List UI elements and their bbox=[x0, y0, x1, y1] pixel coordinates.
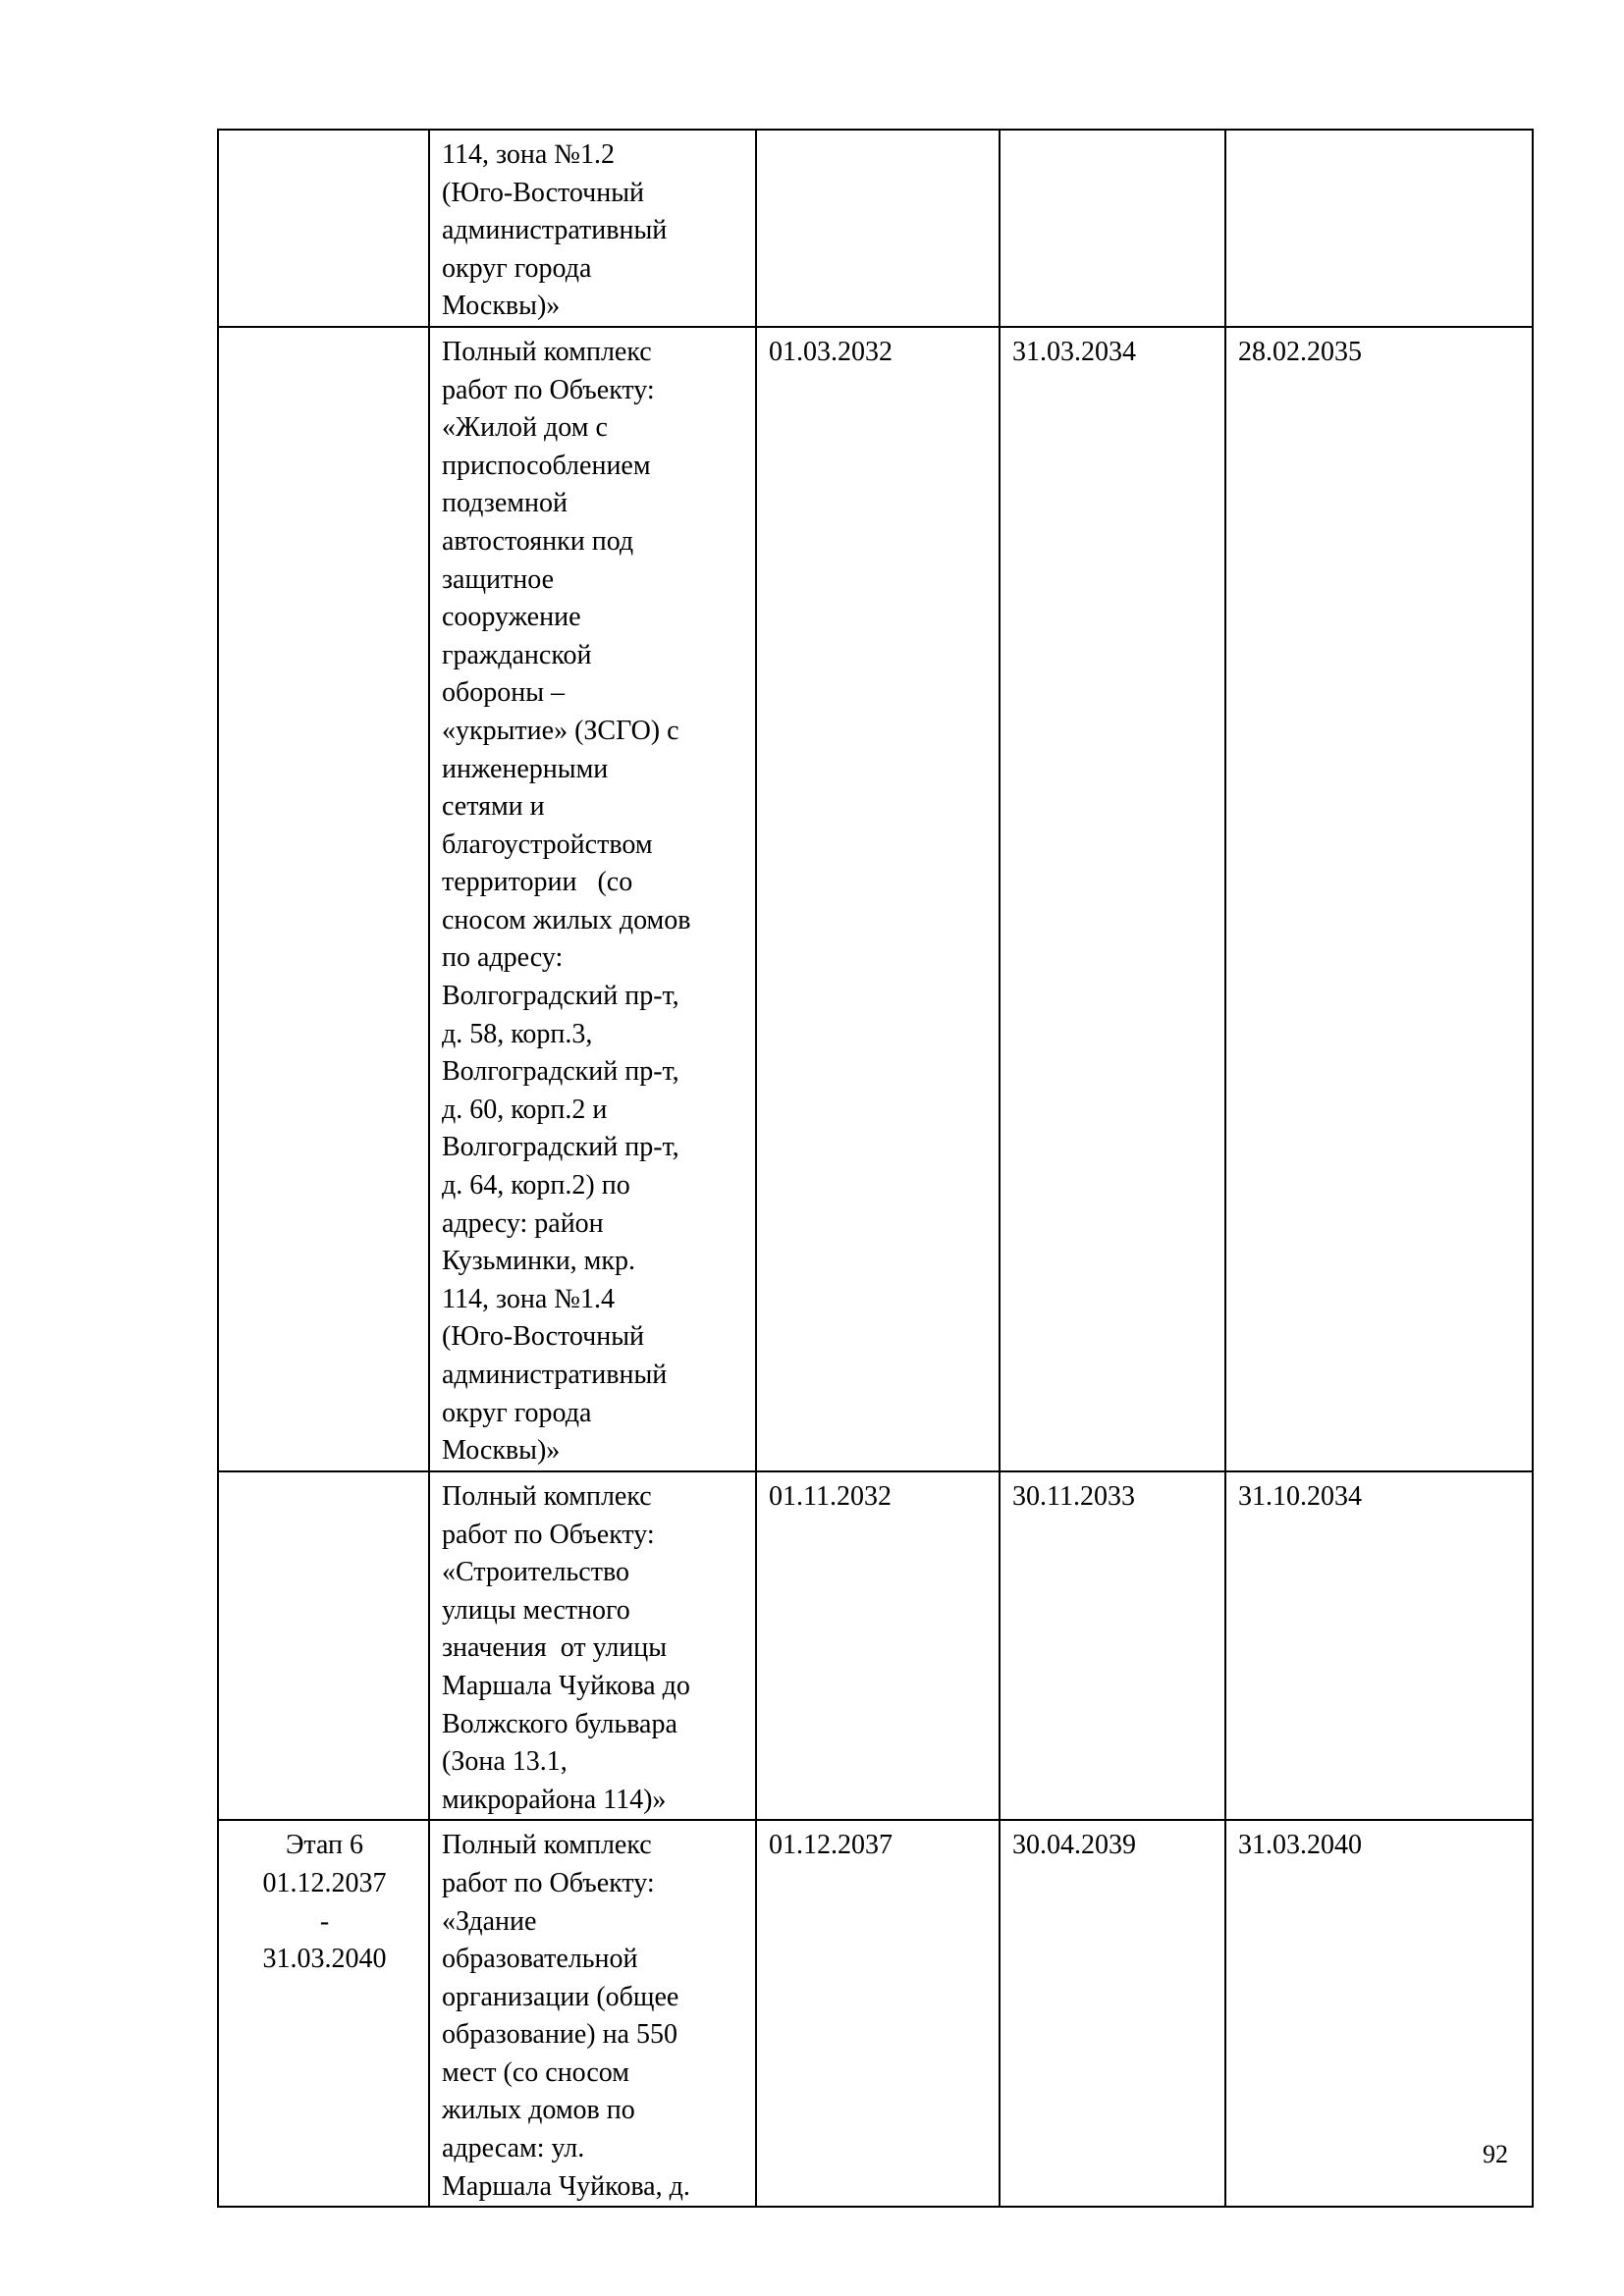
table-row bbox=[218, 130, 1533, 327]
start-date-cell: 01.12.2037 bbox=[756, 1820, 1000, 2207]
table-row bbox=[218, 1820, 1533, 2207]
work-description-cell: Полный комплекс работ по Объекту: «Жилой дом с приспособлением подземной автостоянки под защитное сооружение гражданской обороны – «укрытие» (ЗСГО) с инженерными сетями и благоустройством территории (со сносом жилых домов по адресу: Волгоградский пр-т, д. 58, корп.3, Волгоградский пр-т, д. 60, корп.2 и Волгоградский пр-т, д. 64, корп.2) по адресу: район Кузьминки, мкр. 114, зона №1.4 (Юго-Восточный административный округ города Москвы)» bbox=[429, 327, 756, 1471]
end-date-cell: 31.03.2034 bbox=[1000, 327, 1225, 1471]
end-date-cell: 30.11.2033 bbox=[1000, 1471, 1225, 1820]
stage-cell bbox=[218, 130, 429, 327]
stage-cell bbox=[218, 1471, 429, 1820]
deadline-date-cell: 31.03.2040 bbox=[1225, 1820, 1533, 2207]
end-date-cell bbox=[1000, 130, 1225, 327]
schedule-table bbox=[217, 129, 1534, 2208]
page-number: 92 bbox=[1483, 2140, 1508, 2168]
work-description-cell: 114, зона №1.2 (Юго-Восточный административный округ города Москвы)» bbox=[429, 130, 756, 327]
stage-cell: Этап 6 01.12.2037 - 31.03.2040 bbox=[218, 1820, 429, 2207]
stage-cell bbox=[218, 327, 429, 1471]
deadline-date-cell: 31.10.2034 bbox=[1225, 1471, 1533, 1820]
start-date-cell: 01.11.2032 bbox=[756, 1471, 1000, 1820]
work-description-cell: Полный комплекс работ по Объекту: «Здание образовательной организации (общее образование) на 550 мест (со сносом жилых домов по адресам: ул. Маршала Чуйкова, д. bbox=[429, 1820, 756, 2207]
start-date-cell bbox=[756, 130, 1000, 327]
table-row bbox=[218, 1471, 1533, 1820]
deadline-date-cell bbox=[1225, 130, 1533, 327]
deadline-date-cell: 28.02.2035 bbox=[1225, 327, 1533, 1471]
table-row bbox=[218, 327, 1533, 1471]
start-date-cell: 01.03.2032 bbox=[756, 327, 1000, 1471]
end-date-cell: 30.04.2039 bbox=[1000, 1820, 1225, 2207]
work-description-cell: Полный комплекс работ по Объекту: «Строительство улицы местного значения от улицы Маршала Чуйкова до Волжского бульвара (Зона 13.1, микрорайона 114)» bbox=[429, 1471, 756, 1820]
